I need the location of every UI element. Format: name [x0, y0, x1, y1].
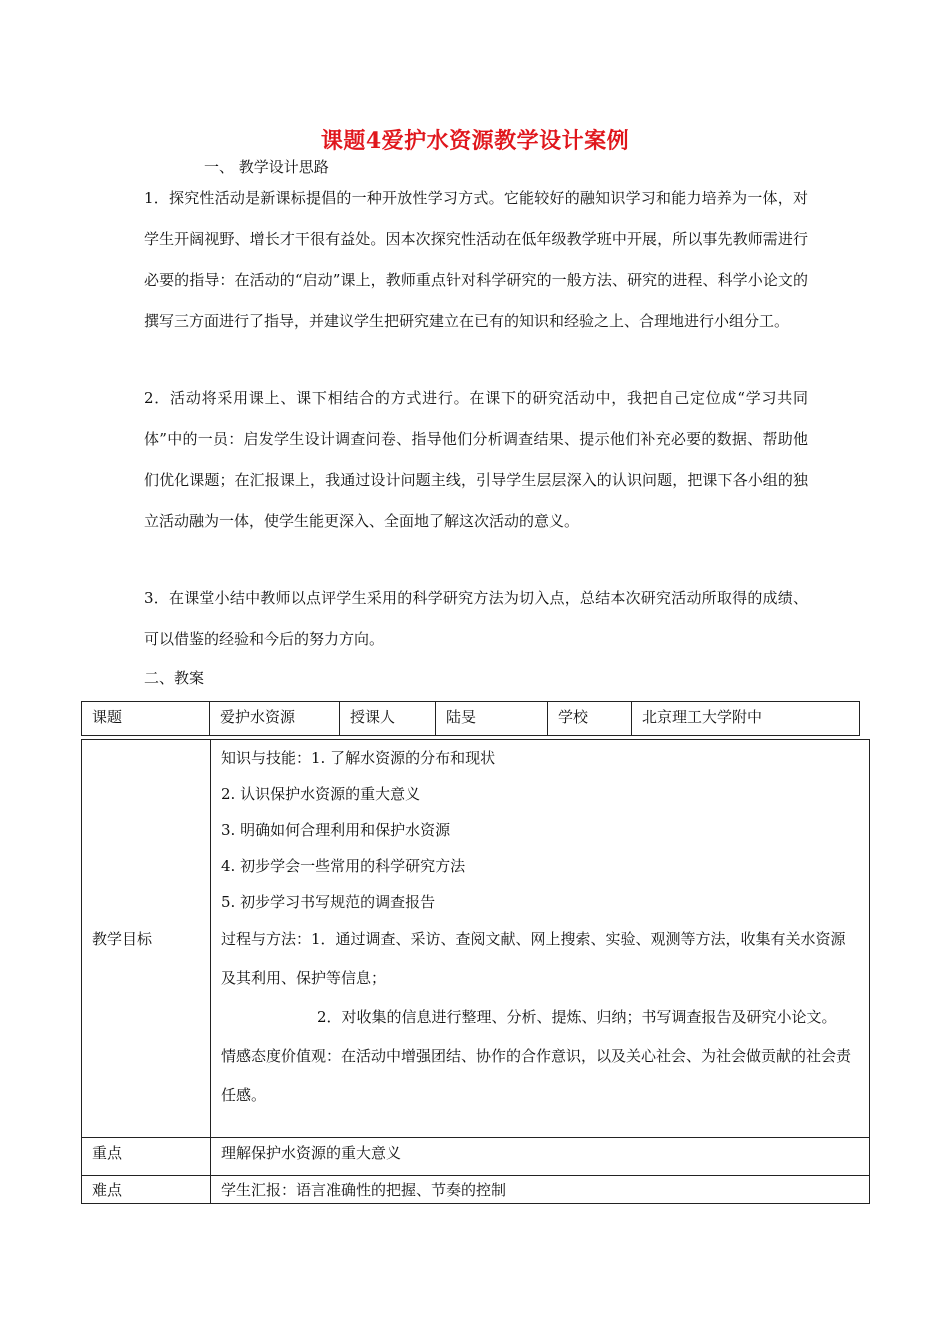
section-heading-1: 一、 教学设计思路	[204, 158, 329, 176]
paragraph-1: 1．探究性活动是新课标提倡的一种开放性学习方式。它能较好的融知识学习和能力培养为一体，对学生开阔视野、增长才干很有益处。因本次探究性活动在低年级教学班中开展，所以事先教师需进行必要的指导：在活动的“启动”课上，教师重点针对科学研究的一般方法、研究的进程、科学小论文的撰写三方面进行了指导，并建议学生把研究建立在已有的知识和经验之上、合理地进行小组分工。	[144, 189, 808, 330]
school-label: 学校	[548, 702, 632, 736]
lesson-plan-table	[81, 739, 870, 1204]
goals-list	[221, 740, 859, 1115]
teacher-value: 陆旻	[436, 702, 548, 736]
key-point-value: 理解保护水资源的重大意义	[211, 1138, 870, 1176]
goal-line: 2. 认识保护水资源的重大意义	[221, 785, 421, 803]
goal-line: 3. 明确如何合理利用和保护水资源	[221, 821, 451, 839]
process-goal-1: 过程与方法：1．通过调查、采访、查阅文献、网上搜索、实验、观测等方法，收集有关水资源及其利用、保护等信息；	[221, 930, 846, 987]
key-point-label: 重点	[82, 1138, 211, 1176]
topic-value: 爱护水资源	[210, 702, 340, 736]
lesson-info-table	[81, 701, 860, 736]
goal-line: 4. 初步学会一些常用的科学研究方法	[221, 857, 466, 875]
table-row	[82, 1138, 870, 1176]
document-title: 课题4爱护水资源教学设计案例	[320, 128, 630, 154]
topic-label: 课题	[82, 702, 210, 736]
school-value: 北京理工大学附中	[632, 702, 860, 736]
table-row	[82, 740, 870, 1138]
difficulty-value: 学生汇报：语言准确性的把握、节奏的控制	[211, 1176, 870, 1204]
goals-content	[211, 740, 870, 1138]
table-row	[82, 702, 860, 736]
section-heading-2: 二、教案	[144, 669, 205, 687]
difficulty-label: 难点	[82, 1176, 211, 1204]
goal-line: 5. 初步学习书写规范的调查报告	[221, 893, 436, 911]
process-goal-2: 2．对收集的信息进行整理、分析、提炼、归纳；书写调查报告及研究小论文。	[317, 1008, 837, 1026]
paragraph-2: 2．活动将采用课上、课下相结合的方式进行。在课下的研究活动中，我把自己定位成“学习共同体”中的一员：启发学生设计调查问卷、指导他们分析调查结果、提示他们补充必要的数据、帮助他们优化课题；在汇报课上，我通过设计问题主线，引导学生层层深入的认识问题，把课下各小组的独立活动融为一体，使学生能更深入、全面地了解这次活动的意义。	[144, 389, 808, 530]
goal-line: 知识与技能：1. 了解水资源的分布和现状	[221, 749, 496, 767]
paragraph-3: 3．在课堂小结中教师以点评学生采用的科学研究方法为切入点，总结本次研究活动所取得的成绩、可以借鉴的经验和今后的努力方向。	[144, 589, 808, 648]
table-row	[82, 1176, 870, 1204]
goals-label: 教学目标	[82, 740, 211, 1138]
teacher-label: 授课人	[340, 702, 436, 736]
emotion-goal: 情感态度价值观：在活动中增强团结、协作的合作意识，以及关心社会、为社会做贡献的社会责任感。	[221, 1047, 852, 1104]
